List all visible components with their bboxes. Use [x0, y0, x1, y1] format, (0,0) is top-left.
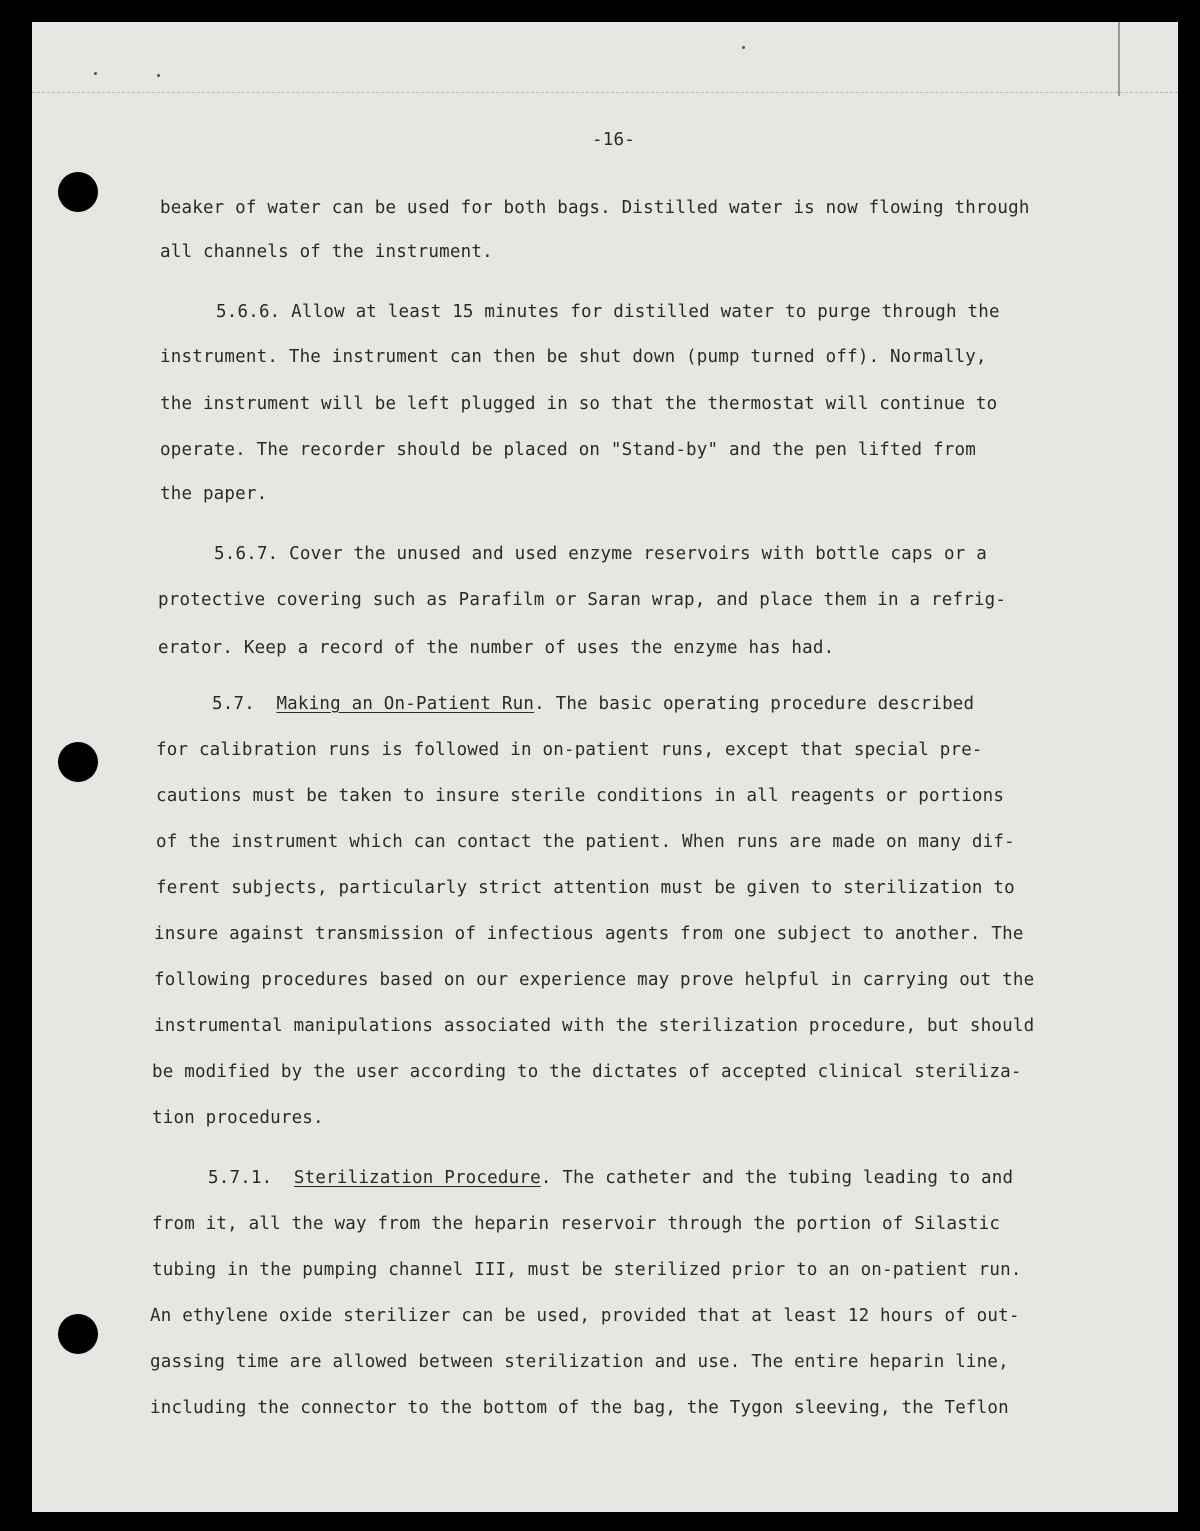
page-number: -16-: [592, 130, 635, 150]
text-line: tubing in the pumping channel III, must be sterilized prior to an on-patient run.: [152, 1260, 1022, 1280]
text-line: be modified by the user according to the dictates of accepted clinical steriliza-: [152, 1062, 1022, 1082]
text-line: the instrument will be left plugged in so that the thermostat will continue to: [160, 394, 998, 414]
ink-speck: [94, 72, 97, 75]
punch-hole-top: [58, 172, 98, 212]
text-line: protective covering such as Parafilm or Saran wrap, and place them in a refrig-: [158, 590, 1007, 610]
text-line: instrumental manipulations associated with the sterilization procedure, but should: [154, 1016, 1035, 1036]
text-line: following procedures based on our experience may prove helpful in carrying out the: [154, 970, 1035, 990]
section-heading: Sterilization Procedure: [293, 1168, 541, 1188]
text-line: An ethylene oxide sterilizer can be used, provided that at least 12 hours of out-: [150, 1306, 1020, 1326]
page-fold-line: [32, 92, 1178, 93]
section-number: 5.7.: [212, 694, 255, 714]
section-5-7-1-line: [208, 1168, 1013, 1188]
section-text: . The basic operating procedure described: [534, 694, 975, 714]
text-line: of the instrument which can contact the patient. When runs are made on many dif-: [156, 832, 1015, 852]
document-page: [32, 22, 1178, 1512]
ink-speck: [157, 74, 160, 77]
text-line: for calibration runs is followed in on-patient runs, except that special pre-: [156, 740, 983, 760]
text-line: 5.6.7. Cover the unused and used enzyme reservoirs with bottle caps or a: [214, 544, 987, 564]
text-line: beaker of water can be used for both bags. Distilled water is now flowing through: [160, 198, 1030, 218]
punch-hole-bottom: [58, 1314, 98, 1354]
section-number: 5.7.1.: [208, 1168, 273, 1188]
section-heading: Making an On-Patient Run: [276, 694, 535, 714]
section-5-7-line: [212, 694, 974, 714]
text-line: gassing time are allowed between sterilization and use. The entire heparin line,: [150, 1352, 1009, 1372]
text-line: insure against transmission of infectious agents from one subject to another. The: [154, 924, 1024, 944]
text-line: cautions must be taken to insure sterile conditions in all reagents or portions: [156, 786, 1005, 806]
text-line: including the connector to the bottom of the bag, the Tygon sleeving, the Teflon: [150, 1398, 1009, 1418]
text-line: ferent subjects, particularly strict attention must be given to sterilization to: [156, 878, 1015, 898]
text-line: the paper.: [160, 484, 268, 504]
section-text: . The catheter and the tubing leading to and: [540, 1168, 1014, 1188]
text-line: operate. The recorder should be placed on "Stand-by" and the pen lifted from: [160, 440, 976, 460]
text-line: from it, all the way from the heparin reservoir through the portion of Silastic: [152, 1214, 1001, 1234]
page-edge-mark: [1118, 22, 1120, 96]
text-line: 5.6.6. Allow at least 15 minutes for distilled water to purge through the: [216, 302, 1000, 322]
punch-hole-middle: [58, 742, 98, 782]
text-line: tion procedures.: [152, 1108, 324, 1128]
text-line: erator. Keep a record of the number of uses the enzyme has had.: [158, 638, 835, 658]
text-line: instrument. The instrument can then be shut down (pump turned off). Normally,: [160, 347, 987, 367]
text-line: all channels of the instrument.: [160, 242, 493, 262]
ink-speck: [742, 46, 745, 49]
